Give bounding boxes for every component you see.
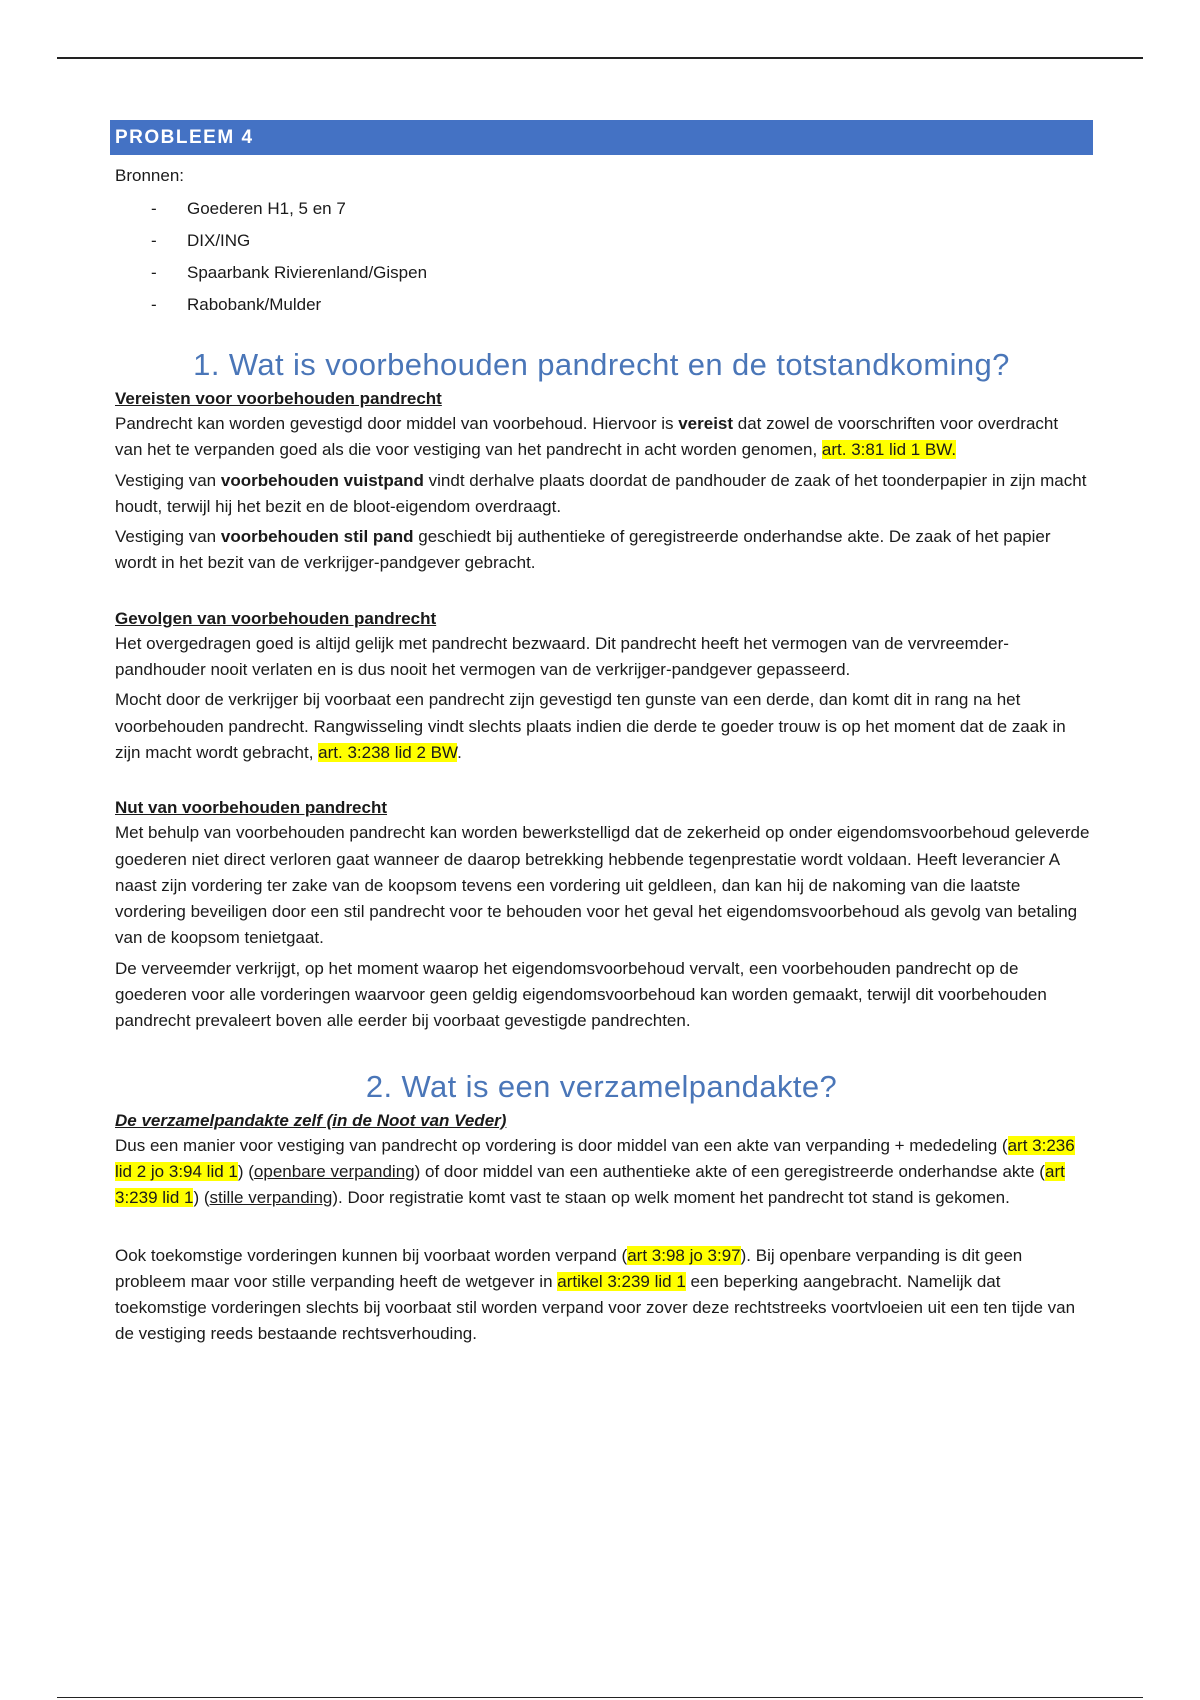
source-item: - Goederen H1, 5 en 7 (110, 193, 1093, 225)
sources-list (110, 193, 1093, 321)
paragraph-verzamelpandakte-2: Ook toekomstige vorderingen kunnen bij voorbaat worden verpand (art 3:98 jo 3:97). Bij openbare verpanding is dit geen probleem maar voor stille verpanding heeft de wetgever in artikel 3:239 lid 1 een beperking aangebracht. Namelijk dat toekomstige vorderingen slechts bij voorbaat stil worden verpand voor zover deze rechtstreeks voortvloeien uit een ten tijde van de vestiging reeds bestaande rechtsverhouding. (115, 1245, 1076, 1344)
article-highlight: art. 3:238 lid 2 BW (318, 742, 458, 762)
paragraph-gevolgen-1: Het overgedragen goed is altijd gelijk met pandrecht bezwaard. Dit pandrecht heeft het vermogen van de vervreemder-pandhouder nooit verlaten en is dus nooit het vermogen van de verkrijger-pandgever gepasseerd. (115, 633, 1009, 680)
document-page (110, 120, 1093, 1352)
spacer (110, 581, 1093, 607)
source-item: - Rabobank/Mulder (110, 289, 1093, 321)
subheading-vereisten: Vereisten voor voorbehouden pandrecht (115, 389, 442, 408)
subheading-nut: Nut van voorbehouden pandrecht (115, 798, 388, 818)
paragraph-gevolgen-2: Mocht door de verkrijger bij voorbaat een pandrecht zijn gevestigd ten gunste van een derde, dan komt dit in rang na het voorbehouden pandrecht. Rangwisseling vindt slechts plaats indien die derde te goeder trouw is op het moment dat de zaak in zijn macht wordt gebracht, art. 3:238 lid 2 BW. (115, 690, 1066, 762)
source-item: - Spaarbank Rivierenland/Gispen (110, 257, 1093, 289)
footer-rule (57, 1697, 1143, 1698)
dash-bullet-icon: - (151, 199, 157, 218)
paragraph-vereisten-2: Vestiging van voorbehouden vuistpand vindt derhalve plaats doordat de pandhouder de zaak of het toonderpapier in zijn macht houdt, terwijl hij het bezit en de bloot-eigendom overdraagt. (115, 470, 1087, 516)
header-rule (57, 57, 1143, 59)
dash-bullet-icon: - (151, 295, 157, 314)
article-highlight: art. 3:81 lid 1 BW. (821, 440, 957, 460)
problem-banner (110, 120, 1093, 155)
article-highlight: art 3:98 jo 3:97 (627, 1245, 741, 1265)
problem-title: PROBLEEM 4 (115, 127, 254, 148)
paragraph-vereisten-1: Pandrecht kan worden gevestigd door middel van voorbehoud. Hiervoor is vereist dat zowel de voorschriften voor overdracht van het te verpanden goed als die voor vestiging van het pandrecht in acht worden genomen, art. 3:81 lid 1 BW. (115, 414, 1059, 460)
source-item: - DIX/ING (110, 225, 1093, 257)
subheading-verzamelpandakte: De verzamelpandakte zelf (in de Noot van Veder) (115, 1110, 507, 1130)
paragraph-nut-1: Met behulp van voorbehouden pandrecht kan worden bewerkstelligd dat de zekerheid op onder eigendomsvoorbehoud geleverde goederen niet direct verloren gaat wanneer de daarop betrekking hebbende tegenprestatie wordt voldaan. Heeft leverancier A naast zijn vordering ter zake van de koopsom tevens een vordering uit geldleen, dan kan hij de nakoming van die laatste vordering beveiligen door een stil pandrecht voor te behouden voor het geval het eigendomsvoorbehoud als gevolg van betaling van de koopsom tenietgaat. (115, 823, 1090, 948)
subheading-gevolgen: Gevolgen van voorbehouden pandrecht (115, 608, 437, 628)
dash-bullet-icon: - (151, 231, 157, 250)
sources-label: Bronnen: (115, 166, 184, 185)
article-highlight: art 3:236 lid 2 jo 3:94 lid 1 (115, 1135, 1075, 1181)
article-highlight: art 3:239 lid 1 (115, 1161, 1065, 1208)
article-highlight: artikel 3:239 lid 1 (557, 1271, 686, 1291)
section-1-title: 1. Wat is voorbehouden pandrecht en de totstandkoming? (193, 347, 1010, 382)
paragraph-verzamelpandakte-1: Dus een manier voor vestiging van pandrecht op vordering is door middel van een akte van verpanding + mededeling (art 3:236 lid 2 jo 3:94 lid 1) (openbare verpanding) of door middel van een authentieke akte of een geregistreerde onderhandse akte (art 3:239 lid 1) (stille verpanding). Door registratie komt vast te staan op welk moment het pandrecht tot stand is gekomen. (115, 1135, 1075, 1208)
spacer (110, 770, 1093, 796)
paragraph-nut-2: De verveemder verkrijgt, op het moment waarop het eigendomsvoorbehoud vervalt, een voorbehouden pandrecht op de goederen voor alle vorderingen waarvoor geen geldig eigendomsvoorbehoud kan worden gemaakt, terwijl dit voorbehouden pandrecht prevaleert boven alle eerder bij voorbaat gevestigde pandrechten. (115, 958, 1047, 1031)
section-2-title: 2. Wat is een verzamelpandakte? (365, 1068, 838, 1104)
dash-bullet-icon: - (151, 263, 157, 282)
paragraph-vereisten-3: Vestiging van voorbehouden stil pand geschiedt bij authentieke of geregistreerde onderhandse akte. De zaak of het papier wordt in het bezit van de verkrijger-pandgever gebracht. (115, 527, 1051, 573)
spacer (110, 1216, 1093, 1243)
